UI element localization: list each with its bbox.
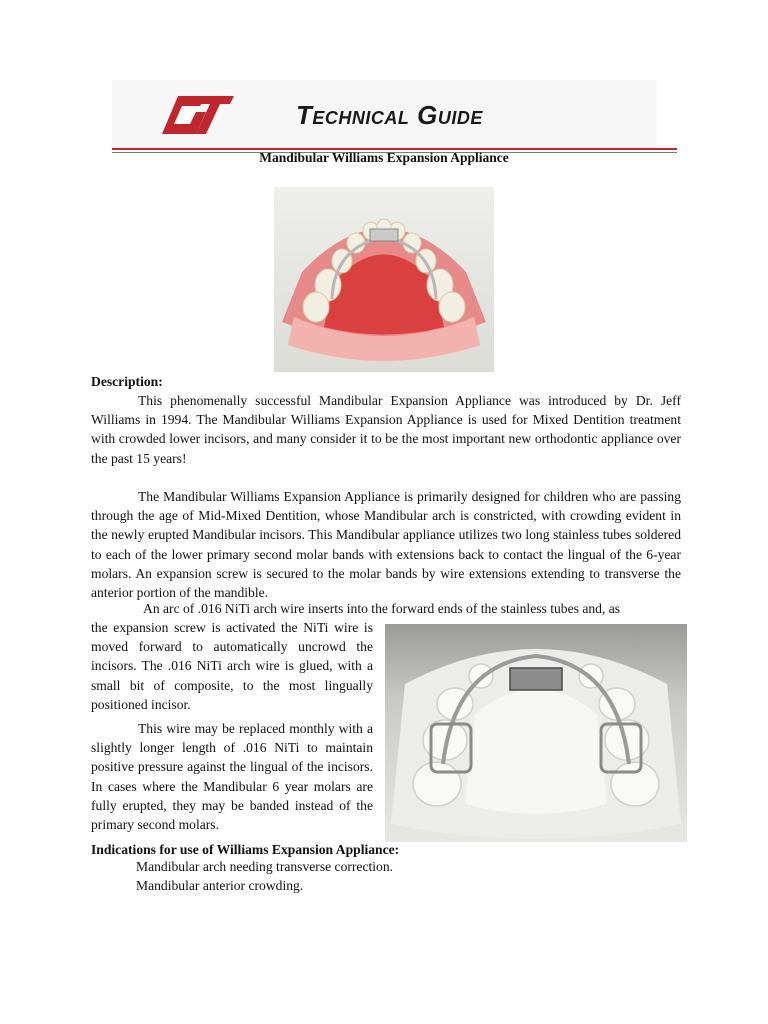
technical-guide-header	[112, 80, 657, 148]
ot-logo	[160, 90, 236, 140]
description-paragraph-4: This wire may be replaced monthly with a slightly longer length of .016 NiTi to maintain positive pressure against the lingual of the incisors. In cases where the Mandibular 6 year molars are fully erupted, they may be banded instead of the primary second molars.	[91, 721, 373, 833]
description-paragraph-3-first-line: An arc of .016 NiTi arch wire inserts into the forward ends of the stainless tubes and, as	[143, 601, 621, 616]
description-paragraph-2: The Mandibular Williams Expansion Appliance is primarily designed for children who are passing through the age of Mid-Mixed Dentition, whose Mandibular arch is constricted, with crowding evident in the newly erupted Mandibular incisors. This Mandibular appliance utilizes two long stainless tubes soldered to each of the lower primary second molar bands with extensions back to contact the lingual of the 6-year molars. An expansion screw is secured to the molar bands by wire extensions extending to transverse the anterior portion of the mandible.	[91, 489, 681, 601]
description-paragraph-1: This phenomenally successful Mandibular Expansion Appliance was introduced by Dr. Jeff Williams in 1994. The Mandibular Williams Expansion Appliance is used for Mixed Dentition treatment with crowded lower incisors, and many consider it to be the most important new orthodontic appliance over the past 15 years!	[91, 393, 681, 466]
indication-item: Mandibular arch needing transverse correction.	[136, 859, 394, 874]
indications-heading: Indications for use of Williams Expansion Appliance:	[91, 842, 400, 857]
indications-list	[136, 857, 393, 895]
indication-item: Mandibular anterior crowding.	[136, 878, 304, 893]
appliance-photo-bottom	[385, 624, 687, 842]
technical-guide-title: Technical Guide	[296, 100, 483, 130]
appliance-photo-top	[274, 187, 494, 372]
description-heading: Description:	[91, 374, 163, 389]
description-paragraph-3: the expansion screw is activated the NiTi wire is moved forward to automatically uncrowd the incisors. The .016 NiTi arch wire is glued, with a small bit of composite, to the most lingually positioned incisor.	[91, 620, 373, 712]
document-title: Mandibular Williams Expansion Appliance	[259, 150, 509, 165]
